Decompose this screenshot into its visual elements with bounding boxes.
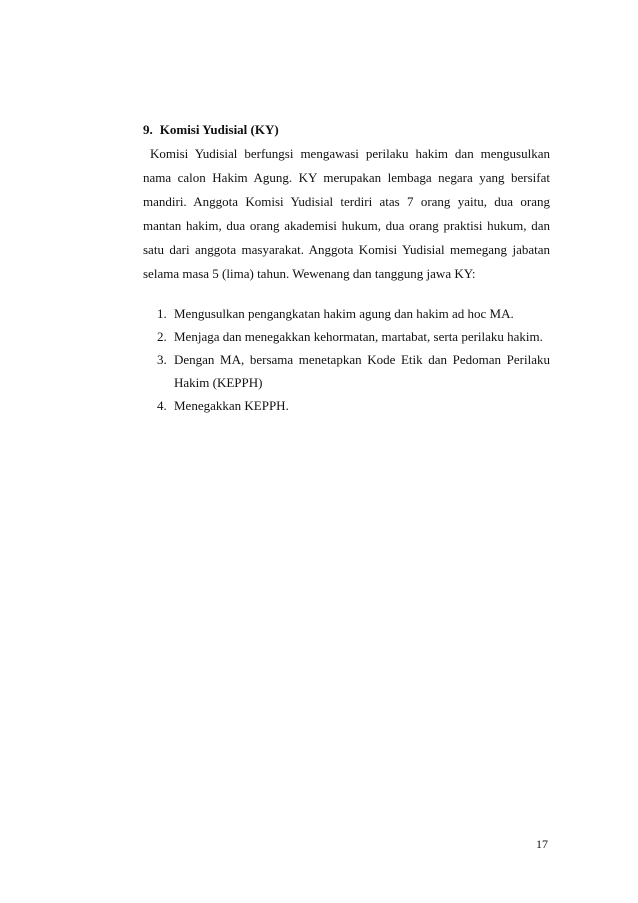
list-item-marker: 1.: [157, 306, 167, 321]
duties-list: [143, 302, 550, 417]
list-item-marker: 3.: [157, 352, 167, 367]
section-title: Komisi Yudisial (KY): [159, 122, 279, 137]
list-item-text: Dengan MA, bersama menetapkan Kode Etik dan Pedoman Perilaku Hakim (KEPPH): [174, 352, 550, 390]
body-paragraph: Komisi Yudisial berfungsi mengawasi perilaku hakim dan mengusulkan nama calon Hakim Agung. KY merupakan lembaga negara yang bersifat mandiri. Anggota Komisi Yudisial terdiri atas 7 orang yaitu, dua orang mantan hakim, dua orang akademisi hukum, dua orang praktisi hukum, dan satu dari anggota masyarakat. Anggota Komisi Yudisial memegang jabatan selama masa 5 (lima) tahun. Wewenang dan tanggung jawa KY:: [143, 146, 550, 281]
list-item: [143, 394, 550, 417]
list-item-text: Menegakkan KEPPH.: [174, 398, 289, 413]
page-number: 17: [536, 837, 548, 851]
list-item-marker: 4.: [157, 398, 167, 413]
section-number: 9.: [143, 122, 153, 137]
list-item-text: Menjaga dan menegakkan kehormatan, martabat, serta perilaku hakim.: [174, 329, 543, 344]
list-item: [143, 302, 550, 325]
section-komisi-yudisial: [143, 121, 550, 417]
section-heading: [143, 121, 550, 138]
list-item: [143, 325, 550, 348]
list-item: [143, 348, 550, 394]
list-item-text: Mengusulkan pengangkatan hakim agung dan hakim ad hoc MA.: [174, 306, 514, 321]
list-item-marker: 2.: [157, 329, 167, 344]
